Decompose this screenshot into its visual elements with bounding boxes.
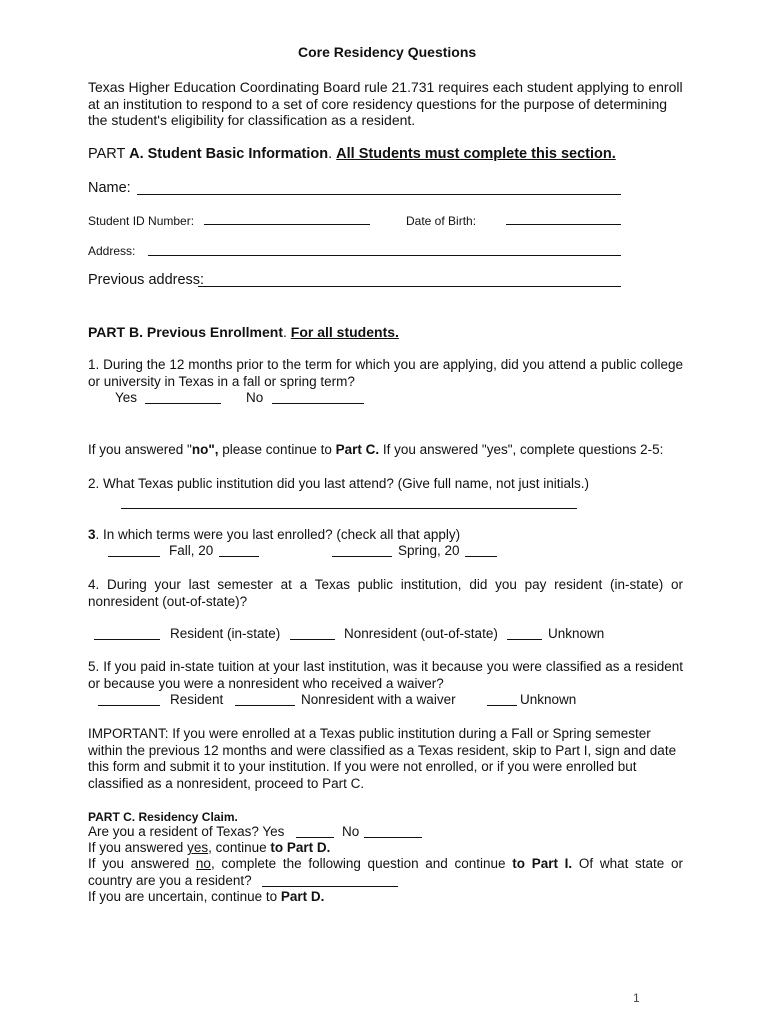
previous-address-label: Previous address: — [88, 272, 205, 288]
instr-text-2: please continue to — [218, 442, 336, 457]
part-b-instructions — [88, 442, 663, 458]
resident-no-field[interactable] — [364, 837, 422, 838]
q1-yes-label: Yes — [115, 390, 138, 405]
q3-fall-check[interactable] — [108, 556, 160, 557]
question-1: 1. During the 12 months prior to the term for which you are applying, did you attend a public college or university in Texas in a fall or spring term? — [88, 357, 683, 389]
q4-unknown-check[interactable] — [507, 639, 542, 640]
student-id-field[interactable] — [204, 224, 370, 225]
question-3 — [88, 527, 460, 543]
if-no-text-3: Of what state or country are you a resident? — [88, 856, 684, 888]
instr-part-c: Part C. — [335, 442, 380, 457]
q3-fall-year[interactable] — [219, 556, 259, 557]
q5-resident-label: Resident — [170, 692, 224, 707]
if-yes-text-1: If you answered — [88, 840, 188, 855]
page-number: 1 — [633, 991, 640, 1005]
q3-spring-label: Spring, 20 — [398, 543, 460, 558]
q3-number: 3 — [88, 527, 96, 542]
address-label: Address: — [88, 244, 136, 258]
part-a-heading — [88, 146, 616, 162]
q5-unknown-label: Unknown — [520, 692, 577, 707]
if-no-text-1: If you answered — [88, 856, 196, 871]
state-country-field[interactable] — [262, 886, 398, 887]
instr-text-1: If you answered " — [88, 442, 192, 457]
dob-field[interactable] — [506, 224, 621, 225]
if-no-text-2: , complete the following question and continue — [210, 856, 513, 871]
q5-unknown-check[interactable] — [487, 705, 517, 706]
q4-unknown-label: Unknown — [548, 626, 605, 641]
q3-spring-year[interactable] — [465, 556, 497, 557]
if-yes-line — [88, 840, 330, 856]
page-title: Core Residency Questions — [298, 44, 477, 60]
instr-text-3: If you answered "yes", complete questions 2-5: — [379, 442, 664, 457]
address-field[interactable] — [148, 255, 621, 256]
q1-yes-field[interactable] — [145, 403, 221, 404]
if-yes-text-2: , continue — [208, 840, 271, 855]
question-4: 4. During your last semester at a Texas public institution, did you pay resident (in-state) or nonresident (out-of-state)? — [88, 577, 683, 609]
q4-resident-label: Resident (in-state) — [170, 626, 281, 641]
q4-resident-check[interactable] — [94, 639, 160, 640]
if-uncertain-text: If you are uncertain, continue to — [88, 889, 281, 904]
q3-fall-label: Fall, 20 — [169, 543, 214, 558]
if-uncertain-line — [88, 889, 324, 905]
q1-no-label: No — [246, 390, 264, 405]
resident-no-label: No — [342, 824, 360, 839]
part-b-heading — [88, 324, 399, 340]
if-yes-word: yes — [187, 840, 209, 855]
if-no-paragraph — [88, 856, 683, 889]
previous-address-field[interactable] — [198, 286, 621, 287]
part-b-title: PART B. Previous Enrollment — [88, 324, 283, 340]
part-a-period: . — [328, 146, 337, 162]
question-5: 5. If you paid in-state tuition at your last institution, was it because you were classified as a resident or because you were a nonresident who received a waiver? — [88, 659, 683, 691]
part-a-prefix: PART — [88, 146, 130, 162]
q-resident-of-texas: Are you a resident of Texas? Yes — [88, 824, 285, 839]
q5-waiver-check[interactable] — [235, 705, 295, 706]
if-no-word: no — [195, 856, 211, 871]
name-label: Name: — [88, 180, 131, 196]
intro-paragraph: Texas Higher Education Coordinating Board rule 21.731 requires each student applying to enroll at an institution to respond to a set of core residency questions for the purpose of determining the student's eligibility for classification as a resident. — [88, 79, 683, 128]
important-note: IMPORTANT: If you were enrolled at a Texas public institution during a Fall or Spring semester within the previous 12 months and were classified as a Texas resident, skip to Part I, sign and date this form and submit it to your institution. If you were not enrolled, or if you were enrolled but classified as a nonresident, proceed to Part C. — [88, 726, 677, 791]
q1-no-field[interactable] — [272, 403, 364, 404]
q2-institution-field[interactable] — [121, 508, 577, 509]
part-b-note: For all students. — [290, 324, 399, 340]
instr-no: no", — [191, 442, 219, 457]
dob-label: Date of Birth: — [406, 214, 477, 228]
q3-spring-check[interactable] — [332, 556, 392, 557]
name-field[interactable] — [137, 194, 621, 195]
part-b-period: . — [283, 324, 291, 340]
q4-nonresident-check[interactable] — [290, 639, 335, 640]
q5-resident-check[interactable] — [98, 705, 160, 706]
q3-text: . In which terms were you last enrolled? (check all that apply) — [95, 527, 461, 542]
part-c-heading: PART C. Residency Claim. — [88, 810, 238, 824]
part-a-note: All Students must complete this section. — [336, 146, 616, 162]
if-no-part-i: to Part I. — [512, 856, 573, 871]
question-2: 2. What Texas public institution did you last attend? (Give full name, not just initials.) — [88, 476, 590, 491]
student-id-label: Student ID Number: — [88, 214, 195, 228]
resident-yes-field[interactable] — [296, 837, 334, 838]
if-yes-part-d: to Part D. — [270, 840, 331, 855]
q5-waiver-label: Nonresident with a waiver — [301, 692, 456, 707]
q4-nonresident-label: Nonresident (out-of-state) — [344, 626, 498, 641]
if-uncertain-part-d: Part D. — [280, 889, 325, 904]
part-a-title: A. Student Basic Information — [129, 146, 329, 162]
